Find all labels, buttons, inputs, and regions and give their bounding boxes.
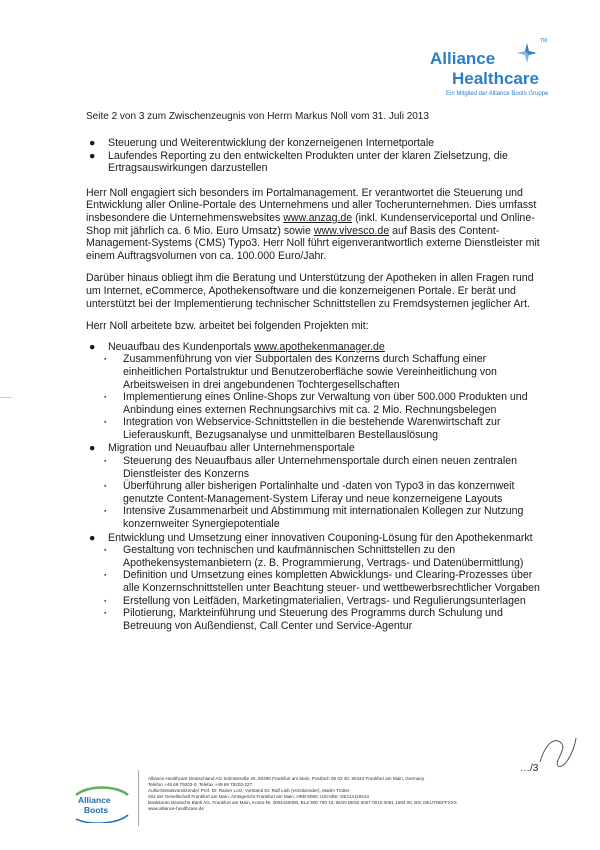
trademark: TM [540,38,548,44]
logo-text-line2: Healthcare [452,69,539,88]
footer-logo [74,785,130,823]
list-item: ▪ Steuerung des Neuaufbaus aller Unternehmensportale durch einen neuen zentralen Dienstleister des Konzerns [104,455,518,480]
project-subitems [86,544,546,632]
link-vivesco[interactable]: www.vivesco.de [313,224,390,237]
list-item: ▪ Intensive Zusammenarbeit und Abstimmung mit internationalen Kollegen zur Nutzung konzernweiter Synergiepotentiale [104,505,524,531]
bullet-icon: ● [89,340,96,353]
footer-line: Alliance Healthcare Deutschland AG Solmsstraße 25, 60486 Frankfurt am Main, Postfach 90 03 40, 60443 Frankfurt am Main, Germany [148,776,425,781]
link-anzag[interactable]: www.anzag.de [283,211,353,224]
sub-bullet-icon: ▪ [104,547,107,555]
sub-bullet-icon: ▪ [104,394,107,402]
footer-line: Sitz der Gesellschaft Frankfurt am Main, Amtsgericht Frankfurt am Main, HRB 8080, USt-IdNr. DE114118413 [148,794,369,799]
footer-line: Aufsichtsratsvorsitzender Prof. Dr. Rainer Lorz, Vorstand Dr. Ralf Lieb (Vorsitzender), Martin Trotter [148,788,350,793]
projects-list [86,341,546,354]
logo-tagline: Ein Mitglied der Alliance Boots Gruppe [446,91,549,97]
footer-divider [138,770,139,826]
bullet-icon: ● [89,442,96,455]
logo-text-line1: Alliance [430,49,496,68]
list-item: ▪ Definition und Umsetzung eines kompletten Abwicklungs- und Clearing-Prozesses über alle Konzernschnittstellen unter Beachtung steuer- und wettbewerbsrechtlicher Vorgaben [104,569,540,594]
sub-bullet-icon: ▪ [104,597,107,605]
footer-website-link[interactable]: www.alliance-healthcare.de [148,806,204,811]
project-item: ● Neuaufbau des Kundenportals www.apothekenmanager.de [89,340,385,353]
company-logo [428,38,588,108]
list-item: ▪ Pilotierung, Markteinführung und Steuerung des Programms durch Schulung und Betreuung von Außendienst, Call Center und Service-Agentur [104,607,503,632]
footer-line: Bankkonto Deutsche Bank AG, Frankfurt am Main, Konto-Nr. 0091159400, BLZ 500 700 10, IBAN DE92 5007 0010 0091 1594 00, BIC DEUTDEFFXXX [148,800,457,805]
list-item: ▪ Implementierung eines Online-Shops zur Verwaltung von über 500.000 Produkten und Anbindung eines externen Rechnungsarchivs mit ca. 2 Mio. Rechnungsbelegen [104,391,528,416]
footer-logo-line2: Boots [84,805,109,815]
document-body [86,137,546,633]
list-item: ● Steuerung und Weiterentwicklung der konzerneigenen Internetportale [89,137,435,149]
list-item: ▪ Überführung aller bisherigen Portalinhalte und -daten von Typo3 in das konzernweit genutzte Content-Management-System Liferay und neue konzerneigene Layouts [104,480,515,505]
list-item: ▪ Integration von Webservice-Schnittstellen in die bestehende Warenwirtschaft zur Lieferauskunft, Bezugsanalyse und unmittelbaren Bestellauslösung [104,416,501,441]
list-item: ● Laufendes Reporting zu den entwickelten Produkten unter der klaren Zielsetzung, die Ertragsauswirkungen darzustellen [89,149,508,175]
sub-bullet-icon: ▪ [104,508,107,516]
sub-bullet-icon: ▪ [104,356,107,364]
link-apothekenmanager[interactable]: www.apothekenmanager.de [254,340,385,353]
project-subitems [86,353,546,441]
sub-bullet-icon: ▪ [104,483,107,491]
footer-line: Telefon +49 69 79203-0, Telefax +49 69 79203-227 [148,782,253,787]
sub-bullet-icon: ▪ [104,458,107,466]
sub-bullet-icon: ▪ [104,610,107,618]
bullet-icon: ● [89,137,96,149]
list-item: ▪ Gestaltung von technischen und kaufmännischen Schnittstellen zu den Apothekensystemanbietern (z. B. Programmierung, Vertrags- und Datenübermittlung) [104,544,524,569]
signature-mark [536,732,580,772]
bullet-icon: ● [89,531,96,544]
project-item: ● Entwicklung und Umsetzung einer innovativen Couponing-Lösung für den Apothekenmarkt [89,531,533,544]
list-item: ▪ Erstellung von Leitfäden, Marketingmaterialien, Vertrags- und Regulierungsunterlagen [104,594,526,607]
paragraph-projects-intro: Herr Noll arbeitete bzw. arbeitet bei folgenden Projekten mit: [86,320,369,333]
page-continuation: …/3 [520,763,539,774]
project-item: ● Migration und Neuaufbau aller Unternehmensportale [89,442,355,455]
footer-company-info [148,776,588,812]
sub-bullet-icon: ▪ [104,572,107,580]
page-header: Seite 2 von 3 zum Zwischenzeugnis von Herrn Markus Noll vom 31. Juli 2013 [86,111,429,122]
bullet-icon: ● [89,149,96,162]
footer-logo-line1: Alliance [78,795,111,805]
paragraph-pharmacy-support: Darüber hinaus obliegt ihm die Beratung und Unterstützung der Apotheken in allen Fragen rund um Internet, eCommerce, Apothekensoftware und die konzerneigenen Portale. Er berät und unterstützt bei der Implementierung technischer Schnittstellen zu Fremdsystemen jeglicher Art. [86,272,534,310]
intro-bullet-list [86,137,546,175]
fold-mark [0,397,12,398]
projects-list [86,442,546,455]
paragraph-portal-management: Herr Noll engagiert sich besonders im Portalmanagement. Er verantwortet die Steuerung und Entwicklung aller Online-Portale des Unternehmens und aller Tocherunternehmen. Dies umfasst insbesondere die Unternehmenswebsites www.anzag.de (inkl. Kundenserviceportal und Online-Shop mit jährlich ca. 6 Mio. Euro Umsatz) sowie www.vivesco.de auf Basis des Content-Management-Systems (CMS) Typo3. Herr Noll führt eigenverantwortlich externe Dienstleister mit einem Auftragsvolumen von ca. 100.000 Euro/Jahr. [86,186,540,262]
project-subitems [86,455,546,531]
star-logo-icon [514,40,540,66]
sub-bullet-icon: ▪ [104,419,107,427]
projects-list [86,532,546,545]
list-item: ▪ Zusammenführung von vier Subportalen des Konzerns durch Schaffung einer einheitlichen Portalstruktur und Benutzeroberfläche sowie Vereinheitlichung von Arbeitsweisen in drei angebundenen Tochtergesellschaften [104,353,497,391]
